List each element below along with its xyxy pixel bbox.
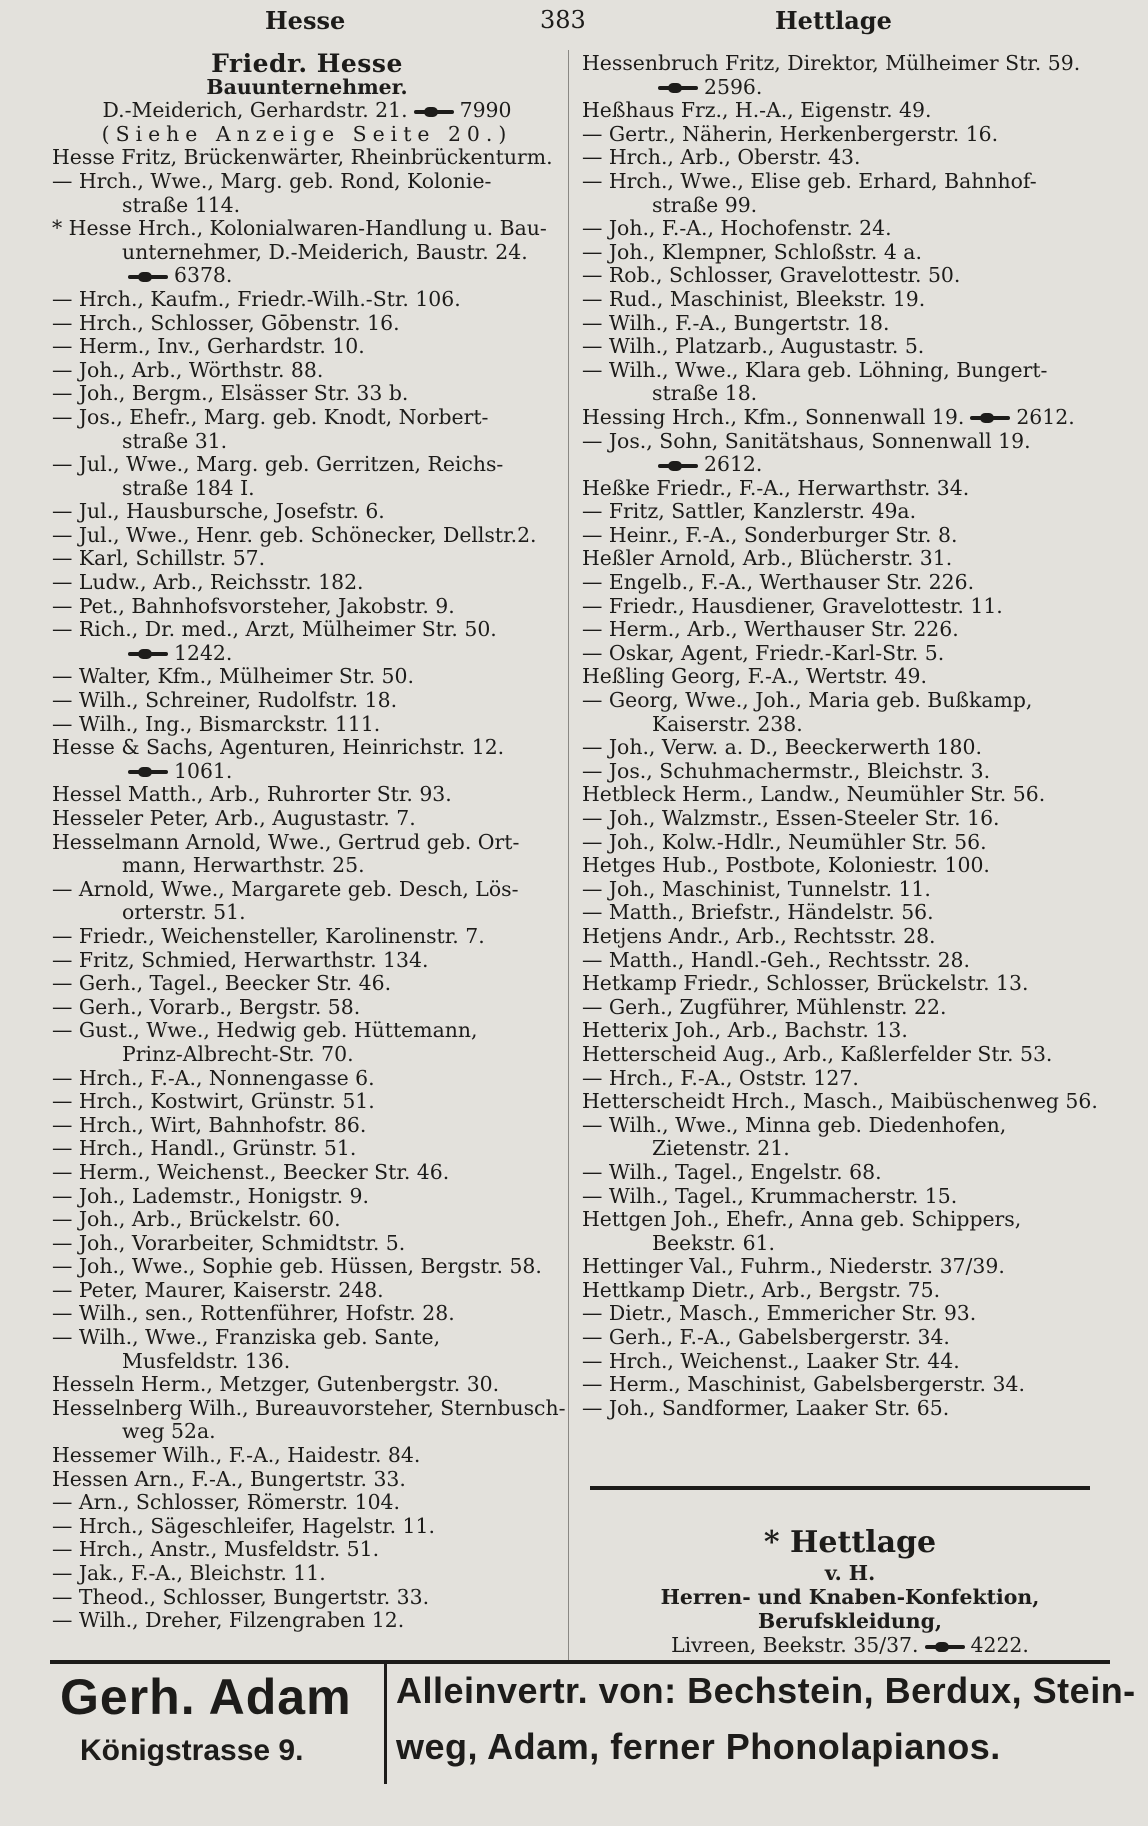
header-left: Hesse	[265, 6, 346, 35]
adam-divider	[384, 1664, 387, 1784]
telephone-icon	[970, 413, 1010, 423]
entry-line: Hessenbruch Fritz, Direktor, Mülheimer Str. 59.	[582, 51, 1081, 75]
bottom-ad-rule	[50, 1660, 1110, 1664]
entry-line: straße 184 I.	[122, 475, 255, 500]
entry-line: — Wilh., sen., Rottenführer, Hofstr. 28.	[52, 1301, 455, 1326]
entry-line: — Hrch., F.-A., Nonnengasse 6.	[52, 1065, 375, 1090]
entry-line: — Hrch., Kaufm., Friedr.-Wilh.-Str. 106.	[52, 286, 461, 311]
telephone-icon	[128, 649, 168, 659]
left-column	[52, 49, 566, 1633]
entry-line: — Hrch., Kostwirt, Grünstr. 51.	[52, 1089, 375, 1114]
entry-line: Friedr. Hesse	[211, 49, 403, 78]
entry-line: — Engelb., F.-A., Werthauser Str. 226.	[582, 570, 975, 595]
entry-line: — Walter, Kfm., Mülheimer Str. 50.	[52, 664, 414, 689]
entry-line: Heßke Friedr., F.-A., Herwarthstr. 34.	[582, 475, 970, 500]
entry-line: — Joh., Vorarbeiter, Schmidtstr. 5.	[52, 1230, 406, 1255]
entry-line: — Matth., Briefstr., Händelstr. 56.	[582, 900, 934, 925]
right-column	[582, 51, 1098, 1420]
entry-line: — Peter, Maurer, Kaiserstr. 248.	[52, 1277, 384, 1302]
ad-title: * Hettlage	[763, 1525, 937, 1560]
entry-line: — Jul., Wwe., Henr. geb. Schönecker, Dellstr.2.	[52, 522, 537, 547]
entry-line: — Jul., Wwe., Marg. geb. Gerritzen, Reichs-	[52, 452, 504, 477]
entry-line: — Jul., Hausbursche, Josefstr. 6.	[52, 499, 385, 524]
entry-line: — Hrch., F.-A., Oststr. 127.	[582, 1065, 859, 1090]
column-divider	[568, 50, 569, 1660]
header-right: Hettlage	[775, 6, 892, 35]
entry-line: — Pet., Bahnhofsvorsteher, Jakobstr. 9.	[52, 593, 455, 618]
entry-line: Hesselnberg Wilh., Bureauvorsteher, Sternbusch-	[52, 1395, 566, 1420]
entry-line: Hessemer Wilh., F.-A., Haidestr. 84.	[52, 1443, 421, 1468]
entry-line: D.-Meiderich, Gerhardstr. 21. 7990	[102, 98, 512, 123]
entry-line: Hetbleck Herm., Landw., Neumühler Str. 56.	[582, 782, 1046, 807]
entry-line: — Wilh., Schreiner, Rudolfstr. 18.	[52, 688, 398, 713]
entry-line: — Heinr., F.-A., Sonderburger Str. 8.	[582, 522, 958, 547]
entry-line: 6378.	[52, 264, 562, 288]
entry-line: Zietenstr. 21.	[652, 1136, 790, 1161]
entry-line: Hettgen Joh., Ehefr., Anna geb. Schippers,	[582, 1207, 1022, 1232]
entry-line: — Arn., Schlosser, Römerstr. 104.	[52, 1490, 401, 1515]
entry-line: Prinz-Albrecht-Str. 70.	[122, 1041, 354, 1066]
entry-line: — Karl, Schillstr. 57.	[52, 546, 266, 571]
entry-line: — Joh., Kolw.-Hdlr., Neumühler Str. 56.	[582, 829, 987, 854]
entry-line: Hetges Hub., Postbote, Koloniestr. 100.	[582, 853, 990, 878]
entry-line: — Wilh., Wwe., Franziska geb. Sante,	[52, 1325, 441, 1350]
entry-line: — Joh., F.-A., Hochofenstr. 24.	[582, 216, 892, 241]
entry-line: Heßling Georg, F.-A., Wertstr. 49.	[582, 664, 927, 689]
entry-line: — Joh., Klempner, Schloßstr. 4 a.	[582, 239, 922, 264]
entry-line: (Siehe Anzeige Seite 20.)	[101, 121, 513, 146]
entry-line: — Wilh., Ing., Bismarckstr. 111.	[52, 711, 381, 736]
entry-line: — Oskar, Agent, Friedr.-Karl-Str. 5.	[582, 640, 945, 665]
entry-line: Beekstr. 61.	[652, 1230, 776, 1255]
entry-line: — Jak., F.-A., Bleichstr. 11.	[52, 1561, 326, 1585]
entry-line: Hettinger Val., Fuhrm., Niederstr. 37/39.	[582, 1254, 1005, 1279]
entry-line: — Joh., Arb., Wörthstr. 88.	[52, 357, 324, 382]
entry-line: straße 99.	[652, 192, 758, 217]
entry-line: — Ludw., Arb., Reichsstr. 182.	[52, 570, 364, 595]
entry-line: — Jos., Ehefr., Marg. geb. Knodt, Norbert-	[52, 404, 489, 429]
entry-line: — Wilh., Wwe., Minna geb. Diedenhofen,	[582, 1112, 1007, 1137]
entry-line: Hetjens Andr., Arb., Rechtsstr. 28.	[582, 923, 936, 948]
entry-line: Hessen Arn., F.-A., Bungertstr. 33.	[52, 1466, 406, 1491]
hettlage-ad	[600, 1525, 1100, 1657]
entry-line: — Hrch., Wirt, Bahnhofstr. 86.	[52, 1112, 367, 1137]
entry-line: Hessing Hrch., Kfm., Sonnenwall 19. 2612.	[582, 404, 1075, 429]
entry-line: — Joh., Verw. a. D., Beeckerwerth 180.	[582, 735, 982, 760]
entry-line: — Arnold, Wwe., Margarete geb. Desch, Lös-	[52, 876, 519, 901]
entry-line: — Joh., Maschinist, Tunnelstr. 11.	[582, 876, 931, 901]
telephone-icon	[925, 1642, 965, 1652]
entry-line: 2612.	[582, 453, 1092, 477]
entry-line: Hesse Fritz, Brückenwärter, Rheinbrückenturm.	[52, 145, 553, 170]
entry-line: — Hrch., Arb., Oberstr. 43.	[582, 145, 861, 170]
entry-line: — Hrch., Sägeschleifer, Hagelstr. 11.	[52, 1513, 435, 1538]
adam-address: Königstrasse 9.	[80, 1734, 304, 1767]
entry-line: — Hrch., Wwe., Elise geb. Erhard, Bahnhof-	[582, 168, 1037, 193]
entry-line: Musfeldstr. 136.	[122, 1348, 291, 1373]
entry-line: straße 18.	[652, 381, 758, 406]
entry-line: — Gertr., Näherin, Herkenbergerstr. 16.	[582, 121, 999, 146]
entry-line: 1242.	[52, 642, 562, 666]
entry-line: — Wilh., Tagel., Krummacherstr. 15.	[582, 1183, 958, 1208]
ad-line-1: Herren- und Knaben-Konfektion, Berufskleidung,	[660, 1585, 1040, 1633]
entry-line: straße 114.	[122, 192, 241, 217]
adam-line-2: weg, Adam, ferner Phonolapianos.	[396, 1726, 1001, 1767]
entry-line: Hesse & Sachs, Agenturen, Heinrichstr. 12.	[52, 735, 505, 760]
telephone-icon	[658, 461, 698, 471]
entry-line: Hesselmann Arnold, Wwe., Gertrud geb. Ort-	[52, 829, 520, 854]
entry-line: — Rob., Schlosser, Gravelottestr. 50.	[582, 263, 961, 288]
entry-line: — Fritz, Sattler, Kanzlerstr. 49a.	[582, 499, 917, 524]
entry-line: mann, Herwarthstr. 25.	[122, 853, 365, 878]
entry-line: Kaiserstr. 238.	[652, 711, 803, 736]
entry-line: Hesseln Herm., Metzger, Gutenbergstr. 30.	[52, 1372, 500, 1397]
entry-line: weg 52a.	[122, 1419, 216, 1444]
entry-line: Hetterscheidt Hrch., Masch., Maibüschenweg 56.	[582, 1089, 1098, 1114]
entry-line: — Jos., Schuhmachermstr., Bleichstr. 3.	[582, 758, 991, 783]
entry-line: Hesseler Peter, Arb., Augustastr. 7.	[52, 806, 416, 830]
entry-line: — Gerh., Tagel., Beecker Str. 46.	[52, 971, 392, 996]
entry-line: Hetterix Joh., Arb., Bachstr. 13.	[582, 1018, 908, 1043]
entry-line: — Herm., Maschinist, Gabelsbergerstr. 34.	[582, 1372, 1025, 1397]
entry-line: Hettkamp Dietr., Arb., Bergstr. 75.	[582, 1277, 941, 1302]
entry-line: Heßhaus Frz., H.-A., Eigenstr. 49.	[582, 98, 932, 123]
entry-line: — Theod., Schlosser, Bungertstr. 33.	[52, 1584, 430, 1609]
entry-line: — Wilh., F.-A., Bungertstr. 18.	[582, 310, 890, 335]
entry-line: — Gerh., Vorarb., Bergstr. 58.	[52, 994, 361, 1019]
entry-line: — Rud., Maschinist, Bleekstr. 19.	[582, 286, 926, 311]
entry-line: — Joh., Wwe., Sophie geb. Hüssen, Bergstr. 58.	[52, 1254, 542, 1279]
entry-line: 2596.	[582, 76, 1092, 100]
telephone-icon	[128, 272, 168, 282]
entry-line: — Herm., Arb., Werthauser Str. 226.	[582, 617, 959, 642]
ad-subtitle: v. H.	[824, 1561, 876, 1585]
entry-line: — Herm., Weichenst., Beecker Str. 46.	[52, 1159, 450, 1184]
entry-line: — Friedr., Weichensteller, Karolinenstr. 7.	[52, 923, 485, 948]
entry-line: — Rich., Dr. med., Arzt, Mülheimer Str. 50.	[52, 617, 497, 642]
entry-line: — Gerh., Zugführer, Mühlenstr. 22.	[582, 994, 947, 1019]
entry-line: 1061.	[52, 760, 562, 784]
entry-line: — Wilh., Tagel., Engelstr. 68.	[582, 1159, 882, 1184]
adam-line-1: Alleinvertr. von: Bechstein, Berdux, Stein-	[396, 1670, 1136, 1711]
entry-line: Hetterscheid Aug., Arb., Kaßlerfelder Str. 53.	[582, 1041, 1053, 1066]
entry-line: — Hrch., Anstr., Musfeldstr. 51.	[52, 1537, 380, 1562]
entry-line: — Dietr., Masch., Emmericher Str. 93.	[582, 1301, 977, 1326]
entry-line: — Gust., Wwe., Hedwig geb. Hüttemann,	[52, 1018, 478, 1043]
entry-line: unternehmer, D.-Meiderich, Baustr. 24.	[122, 239, 528, 264]
entry-line: — Joh., Sandformer, Laaker Str. 65.	[582, 1395, 950, 1420]
entry-line: — Joh., Walzmstr., Essen-Steeler Str. 16.	[582, 806, 1000, 830]
entry-line: — Hrch., Weichenst., Laaker Str. 44.	[582, 1348, 960, 1373]
entry-line: — Hrch., Wwe., Marg. geb. Rond, Kolonie-	[52, 168, 492, 193]
telephone-icon	[414, 107, 454, 117]
entry-line: — Fritz, Schmied, Herwarthstr. 134.	[52, 947, 429, 972]
adam-name: Gerh. Adam	[60, 1669, 352, 1725]
page-number: 383	[540, 6, 586, 34]
entry-line: — Wilh., Dreher, Filzengraben 12.	[52, 1608, 405, 1633]
entry-line: straße 31.	[122, 428, 228, 453]
entry-line: — Hrch., Schlosser, Gōbenstr. 16.	[52, 310, 400, 335]
telephone-icon	[658, 83, 698, 93]
entry-line: Hessel Matth., Arb., Ruhrorter Str. 93.	[52, 782, 452, 807]
ad-rule-top	[590, 1486, 1090, 1490]
entry-line: — Friedr., Hausdiener, Gravelottestr. 11.	[582, 593, 1003, 618]
entry-line: Bauunternehmer.	[206, 74, 408, 99]
entry-line: — Matth., Handl.-Geh., Rechtsstr. 28.	[582, 947, 971, 972]
entry-line: Hetkamp Friedr., Schlosser, Brückelstr. 13.	[582, 971, 1029, 996]
entry-line: — Georg, Wwe., Joh., Maria geb. Bußkamp,	[582, 688, 1033, 713]
entry-line: — Hrch., Handl., Grünstr. 51.	[52, 1136, 357, 1161]
entry-line: — Joh., Bergm., Elsässer Str. 33 b.	[52, 381, 409, 406]
entry-line: — Joh., Arb., Brückelstr. 60.	[52, 1207, 341, 1232]
entry-line: orterstr. 51.	[122, 900, 246, 925]
entry-line: — Joh., Lademstr., Honigstr. 9.	[52, 1183, 370, 1208]
entry-line: — Jos., Sohn, Sanitätshaus, Sonnenwall 19.	[582, 428, 1031, 453]
entry-line: — Herm., Inv., Gerhardstr. 10.	[52, 334, 365, 359]
entry-line: * Hesse Hrch., Kolonialwaren-Handlung u. Bau-	[52, 216, 547, 241]
telephone-icon	[128, 767, 168, 777]
ad-line-2: Livreen, Beekstr. 35/37. 4222.	[671, 1633, 1029, 1657]
entry-line: — Wilh., Wwe., Klara geb. Löhning, Bungert-	[582, 357, 1048, 382]
entry-line: — Wilh., Platzarb., Augustastr. 5.	[582, 334, 925, 359]
entry-line: Heßler Arnold, Arb., Blücherstr. 31.	[582, 546, 953, 571]
entry-line: — Gerh., F.-A., Gabelsbergerstr. 34.	[582, 1325, 950, 1350]
